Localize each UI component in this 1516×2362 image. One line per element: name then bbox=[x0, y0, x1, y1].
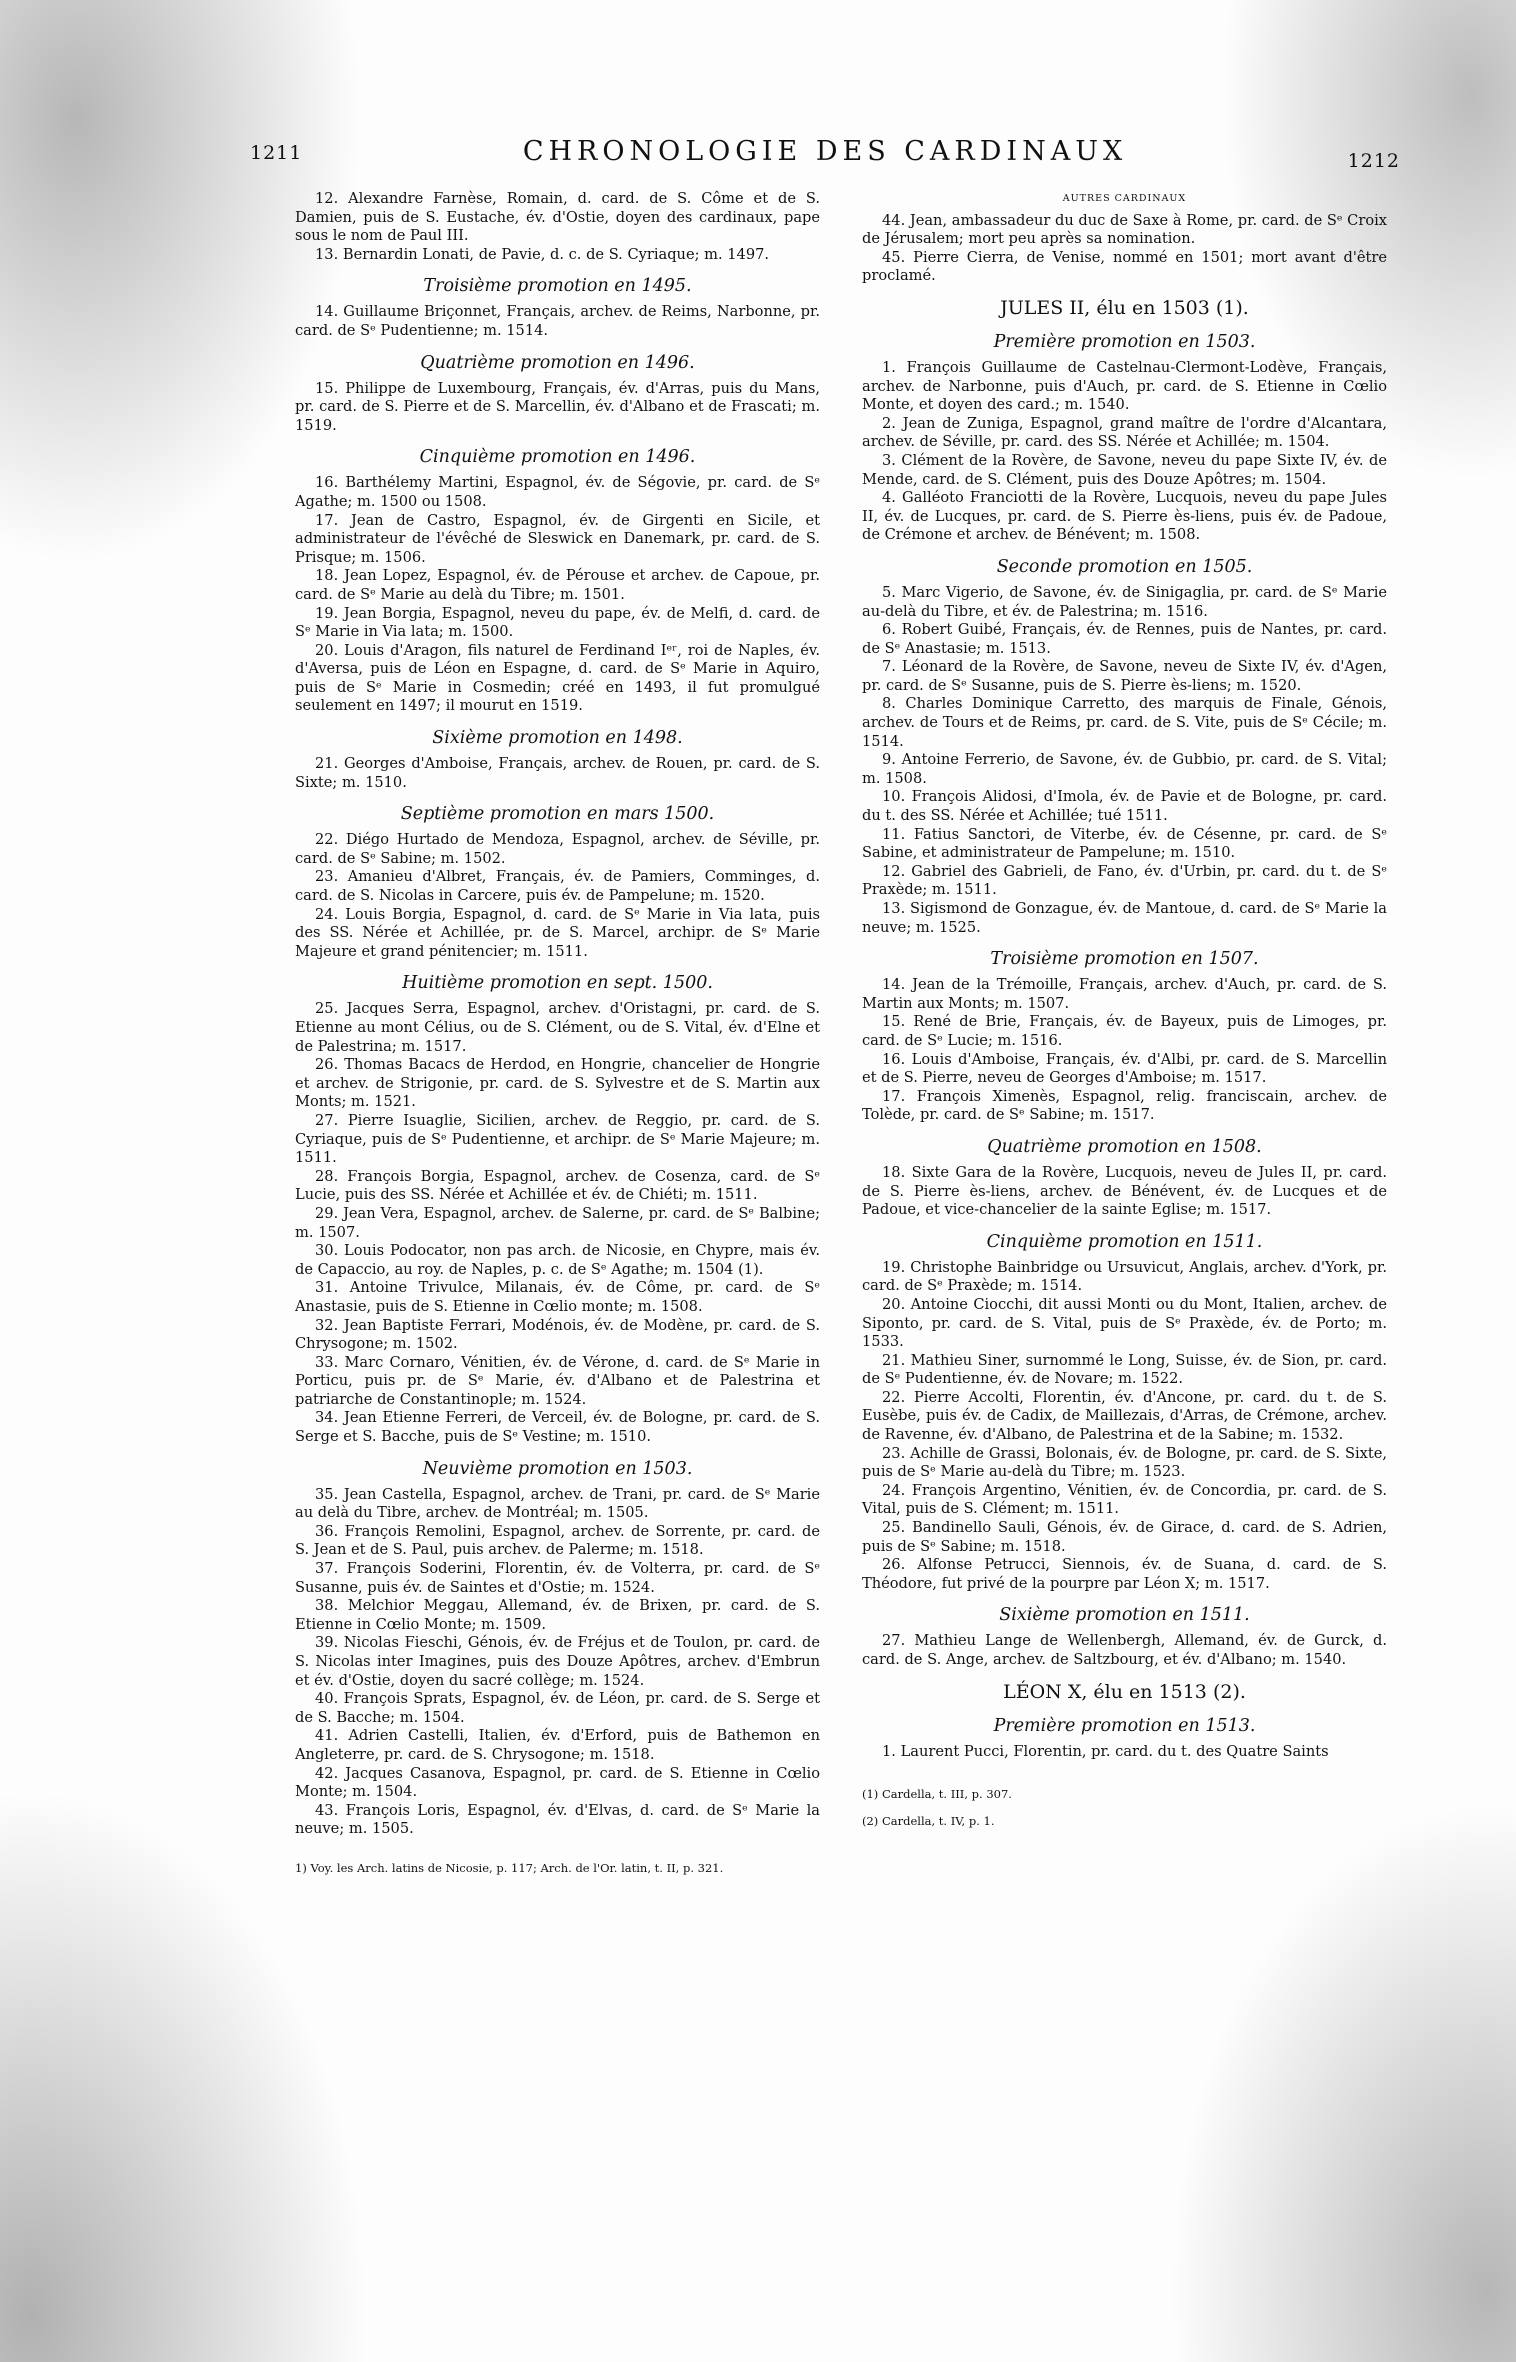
entry: 16. Louis d'Amboise, Français, év. d'Albi, pr. card. de S. Marcellin et de S. Pierre, neveu de Georges d'Amboise; m. 1517. bbox=[862, 1050, 1387, 1087]
entry: 20. Louis d'Aragon, fils naturel de Ferdinand Iᵉʳ, roi de Naples, év. d'Aversa, puis de Léon en Espagne, d. card. de Sᵉ Marie in Aquiro, puis de Sᵉ Marie in Cosmedin; créé en 1493, il fut promulgué seulement en 1497; il mourut en 1519. bbox=[295, 641, 820, 715]
left-column bbox=[295, 190, 820, 1887]
entry: 9. Antoine Ferrerio, de Savone, év. de Gubbio, pr. card. de S. Vital; m. 1508. bbox=[862, 751, 1387, 787]
entry: 20. Antoine Ciocchi, dit aussi Monti ou du Mont, Italien, archev. de Siponto, pr. card. de S. Vital, puis de Sᵉ Praxède, év. de Porto; m. 1533. bbox=[862, 1295, 1387, 1351]
page-header bbox=[250, 136, 1400, 176]
entry: 44. Jean, ambassadeur du duc de Saxe à Rome, pr. card. de Sᵉ Croix de Jérusalem; mort peu après sa nomination. bbox=[862, 211, 1387, 248]
entry: 15. Philippe de Luxembourg, Français, év. d'Arras, puis du Mans, pr. card. de S. Pierre et de S. Marcellin, év. d'Albano et de Frascati; m. 1519. bbox=[295, 379, 820, 434]
entry: 18. Jean Lopez, Espagnol, év. de Pérouse et archev. de Capoue, pr. card. de Sᵉ Marie au delà du Tibre; m. 1501. bbox=[295, 567, 820, 603]
entry: 23. Achille de Grassi, Bolonais, év. de Bologne, pr. card. de S. Sixte, puis de Sᵉ Marie au-delà du Tibre; m. 1523. bbox=[862, 1444, 1387, 1481]
entry: 27. Mathieu Lange de Wellenbergh, Allemand, év. de Gurck, d. card. de S. Ange, archev. de Saltzbourg, et év. d'Albano; m. 1540. bbox=[862, 1632, 1387, 1668]
entry: 40. François Sprats, Espagnol, év. de Léon, pr. card. de S. Serge et de S. Bacche; m. 1504. bbox=[295, 1690, 820, 1726]
entry: 2. Jean de Zuniga, Espagnol, grand maître de l'ordre d'Alcantara, archev. de Séville, pr. card. des SS. Nérée et Achillée; m. 1504. bbox=[862, 414, 1387, 451]
entry: 22. Diégo Hurtado de Mendoza, Espagnol, archev. de Séville, pr. card. de Sᵉ Sabine; m. 1502. bbox=[295, 831, 820, 867]
page-number-right: 1212 bbox=[1347, 150, 1400, 172]
entry: 39. Nicolas Fieschi, Génois, év. de Fréjus et de Toulon, pr. card. de S. Nicolas inter Imagines, puis des Douze Apôtres, archev. d'Embrun et év. d'Ostie, doyen du sacré collège; m. 1524. bbox=[295, 1634, 820, 1689]
entry: 3. Clément de la Rovère, de Savone, neveu du pape Sixte IV, év. de Mende, card. de S. Clément, puis des Douze Apôtres; m. 1504. bbox=[862, 451, 1387, 488]
entry: 19. Jean Borgia, Espagnol, neveu du pape, év. de Melfi, d. card. de Sᵉ Marie in Via lata; m. 1500. bbox=[295, 604, 820, 641]
section-heading: Sixième promotion en 1498. bbox=[432, 728, 683, 749]
entry: 29. Jean Vera, Espagnol, archev. de Salerne, pr. card. de Sᵉ Balbine; m. 1507. bbox=[295, 1204, 820, 1241]
section-heading: Septième promotion en mars 1500. bbox=[400, 804, 715, 825]
entry: 17. François Ximenès, Espagnol, relig. franciscain, archev. de Tolède, pr. card. de Sᵉ Sabine; m. 1517. bbox=[862, 1087, 1387, 1124]
footnote: (1) Cardella, t. III, p. 307. bbox=[862, 1787, 1012, 1802]
entry: 27. Pierre Isuaglie, Sicilien, archev. de Reggio, pr. card. de S. Cyriaque, puis de Sᵉ Pudentienne, et archipr. de Sᵉ Marie Majeure; m. 1511. bbox=[295, 1111, 820, 1167]
entry: 34. Jean Etienne Ferreri, de Verceil, év. de Bologne, pr. card. de S. Serge et S. Bacche, puis de Sᵉ Vestine; m. 1510. bbox=[295, 1409, 820, 1446]
running-title: CHRONOLOGIE DES CARDINAUX bbox=[522, 136, 1128, 167]
pope-heading: JULES II, élu en 1503 (1). bbox=[1000, 296, 1249, 319]
entry: 11. Fatius Sanctori, de Viterbe, év. de Césenne, pr. card. de Sᵉ Sabine, et administrateur de Pampelune; m. 1510. bbox=[862, 825, 1387, 862]
entry: 25. Bandinello Sauli, Génois, év. de Girace, d. card. de S. Adrien, puis de Sᵉ Sabine; m. 1518. bbox=[862, 1519, 1387, 1555]
entry: 21. Georges d'Amboise, Français, archev. de Rouen, pr. card. de S. Sixte; m. 1510. bbox=[295, 755, 820, 791]
entry: 35. Jean Castella, Espagnol, archev. de Trani, pr. card. de Sᵉ Marie au delà du Tibre, archev. de Montréal; m. 1505. bbox=[295, 1485, 820, 1522]
footnote: (2) Cardella, t. IV, p. 1. bbox=[862, 1813, 995, 1828]
page-number-left: 1211 bbox=[250, 142, 303, 164]
entry: 14. Jean de la Trémoille, Français, archev. d'Auch, pr. card. de S. Martin aux Monts; m. 1507. bbox=[862, 976, 1387, 1012]
entry: 41. Adrien Castelli, Italien, év. d'Erford, puis de Bathemon en Angleterre, pr. card. de S. Chrysogone; m. 1518. bbox=[295, 1727, 820, 1763]
entry: 8. Charles Dominique Carretto, des marquis de Finale, Génois, archev. de Tours et de Reims, pr. card. de S. Vite, puis de Sᵉ Cécile; m. 1514. bbox=[862, 695, 1387, 750]
section-heading: Seconde promotion en 1505. bbox=[996, 556, 1253, 577]
entry: 25. Jacques Serra, Espagnol, archev. d'Oristagni, pr. card. de S. Etienne au mont Célius, ou de S. Clément, ou de S. Vital, év. d'Elne et de Palestrina; m. 1517. bbox=[295, 1000, 820, 1055]
entry: 13. Bernardin Lonati, de Pavie, d. c. de S. Cyriaque; m. 1497. bbox=[315, 245, 770, 263]
entry: 23. Amanieu d'Albret, Français, év. de Pamiers, Comminges, d. card. de S. Nicolas in Carcere, puis év. de Pampelune; m. 1520. bbox=[295, 868, 820, 905]
entry: 1. François Guillaume de Castelnau-Clermont-Lodève, Français, archev. de Narbonne, puis d'Auch, pr. card. de S. Etienne in Cœlio Monte, et doyen des card.; m. 1540. bbox=[862, 358, 1387, 414]
entry: 15. René de Brie, Français, év. de Bayeux, puis de Limoges, pr. card. de Sᵉ Lucie; m. 1516. bbox=[862, 1013, 1387, 1049]
entry: 16. Barthélemy Martini, Espagnol, év. de Ségovie, pr. card. de Sᵉ Agathe; m. 1500 ou 1508. bbox=[295, 474, 820, 510]
entry: 7. Léonard de la Rovère, de Savone, neveu de Sixte IV, év. d'Agen, pr. card. de Sᵉ Susanne, puis de S. Pierre ès-liens; m. 1520. bbox=[862, 658, 1387, 694]
section-heading: Cinquième promotion en 1511. bbox=[986, 1231, 1263, 1252]
entry: 21. Mathieu Siner, surnommé le Long, Suisse, év. de Sion, pr. card. de Sᵉ Pudentienne, év. de Novare; m. 1522. bbox=[862, 1351, 1387, 1388]
entry: 12. Gabriel des Gabrieli, de Fano, év. d'Urbin, pr. card. du t. de Sᵉ Praxède; m. 1511. bbox=[862, 862, 1387, 899]
entry: 17. Jean de Castro, Espagnol, év. de Girgenti en Sicile, et administrateur de l'évêché de Sleswick en Danemark, pr. card. de S. Prisque; m. 1506. bbox=[295, 511, 820, 566]
entry: 18. Sixte Gara de la Rovère, Lucquois, neveu de Jules II, pr. card. de S. Pierre ès-liens, archev. de Bénévent, év. de Lucques et de Padoue, et vice-chancelier de la sainte Eglise; m. 1517. bbox=[862, 1163, 1387, 1219]
entry: 10. François Alidosi, d'Imola, év. de Pavie et de Bologne, pr. card. du t. des SS. Nérée et Achillée; tué 1511. bbox=[862, 788, 1387, 825]
section-heading: Neuvième promotion en 1503. bbox=[422, 1458, 693, 1479]
right-column bbox=[862, 190, 1387, 1840]
entry: 22. Pierre Accolti, Florentin, év. d'Ancone, pr. card. du t. de S. Eusèbe, puis év. de Cadix, de Maillezais, d'Arras, de Crémone, archev. de Ravenne, év. d'Albano, de Palestrina et de la Sabine; m. 1532. bbox=[862, 1388, 1387, 1444]
entry: 14. Guillaume Briçonnet, Français, archev. de Reims, Narbonne, pr. card. de Sᵉ Pudentienne; m. 1514. bbox=[295, 303, 820, 339]
section-heading: Quatrième promotion en 1508. bbox=[987, 1136, 1262, 1157]
entry: 6. Robert Guibé, Français, év. de Rennes, puis de Nantes, pr. card. de Sᵉ Anastasie; m. 1513. bbox=[862, 621, 1387, 657]
entry: 43. François Loris, Espagnol, év. d'Elvas, d. card. de Sᵉ Marie la neuve; m. 1505. bbox=[295, 1801, 820, 1838]
section-heading: Première promotion en 1503. bbox=[993, 331, 1256, 352]
entry: 32. Jean Baptiste Ferrari, Modénois, év. de Modène, pr. card. de S. Chrysogone; m. 1502. bbox=[295, 1316, 820, 1353]
section-heading: Quatrième promotion en 1496. bbox=[420, 352, 695, 373]
entry: 13. Sigismond de Gonzague, év. de Mantoue, d. card. de Sᵉ Marie la neuve; m. 1525. bbox=[862, 900, 1387, 936]
entry: 26. Alfonse Petrucci, Siennois, év. de Suana, d. card. de S. Théodore, fut privé de la pourpre par Léon X; m. 1517. bbox=[862, 1556, 1387, 1592]
entry: 26. Thomas Bacacs de Herdod, en Hongrie, chancelier de Hongrie et archev. de Strigonie, pr. card. de S. Sylvestre et de S. Martin aux Monts; m. 1521. bbox=[295, 1056, 820, 1111]
entry: 28. François Borgia, Espagnol, archev. de Cosenza, card. de Sᵉ Lucie, puis des SS. Nérée et Achillée et év. de Chiéti; m. 1511. bbox=[295, 1167, 820, 1204]
entry: 12. Alexandre Farnèse, Romain, d. card. de S. Côme et de S. Damien, puis de S. Eustache, év. d'Ostie, doyen des cardinaux, pape sous le nom de Paul III. bbox=[295, 190, 820, 245]
entry: 36. François Remolini, Espagnol, archev. de Sorrente, pr. card. de S. Jean et de S. Paul, puis archev. de Palerme; m. 1518. bbox=[295, 1522, 820, 1559]
entry: 1. Laurent Pucci, Florentin, pr. card. du t. des Quatre Saints bbox=[882, 1742, 1329, 1760]
section-heading: Première promotion en 1513. bbox=[993, 1715, 1256, 1736]
section-heading: Troisième promotion en 1507. bbox=[990, 949, 1259, 970]
pope-heading: LÉON X, élu en 1513 (2). bbox=[1003, 1680, 1246, 1703]
entry: 45. Pierre Cierra, de Venise, nommé en 1501; mort avant d'être proclamé. bbox=[862, 248, 1387, 285]
entry: 42. Jacques Casanova, Espagnol, pr. card. de S. Etienne in Cœlio Monte; m. 1504. bbox=[295, 1764, 820, 1801]
subheading-autres: AUTRES CARDINAUX bbox=[1062, 193, 1187, 204]
footnote: 1) Voy. les Arch. latins de Nicosie, p. 117; Arch. de l'Or. latin, t. II, p. 321. bbox=[295, 1860, 724, 1875]
section-heading: Sixième promotion en 1511. bbox=[999, 1605, 1250, 1626]
entry: 5. Marc Vigerio, de Savone, év. de Sinigaglia, pr. card. de Sᵉ Marie au-delà du Tibre, et év. de Palestrina; m. 1516. bbox=[862, 583, 1387, 620]
entry: 31. Antoine Trivulce, Milanais, év. de Côme, pr. card. de Sᵉ Anastasie, puis de S. Etienne in Cœlio monte; m. 1508. bbox=[295, 1279, 820, 1315]
entry: 19. Christophe Bainbridge ou Ursuvicut, Anglais, archev. d'York, pr. card. de Sᵉ Praxède; m. 1514. bbox=[862, 1258, 1387, 1295]
entry: 38. Melchior Meggau, Allemand, év. de Brixen, pr. card. de S. Etienne in Cœlio Monte; m. 1509. bbox=[295, 1597, 820, 1633]
entry: 24. Louis Borgia, Espagnol, d. card. de Sᵉ Marie in Via lata, puis des SS. Nérée et Achillée, pr. de S. Marcel, archipr. de Sᵉ Marie Majeure et grand pénitencier; m. 1511. bbox=[295, 905, 820, 960]
section-heading: Troisième promotion en 1495. bbox=[423, 276, 692, 297]
entry: 30. Louis Podocator, non pas arch. de Nicosie, en Chypre, mais év. de Capaccio, au roy. de Naples, p. c. de Sᵉ Agathe; m. 1504 (1). bbox=[295, 1242, 820, 1278]
entry: 33. Marc Cornaro, Vénitien, év. de Vérone, d. card. de Sᵉ Marie in Porticu, puis pr. de Sᵉ Marie, év. d'Albano et de Palestrina et patriarche de Constantinople; m. 1524. bbox=[295, 1353, 820, 1408]
entry: 4. Galléoto Franciotti de la Rovère, Lucquois, neveu du pape Jules II, év. de Lucques, pr. card. de S. Pierre ès-liens, puis év. de Padoue, de Crémone et archev. de Bénévent; m. 1508. bbox=[862, 489, 1387, 544]
entry: 24. François Argentino, Vénitien, év. de Concordia, pr. card. de S. Vital, puis de S. Clément; m. 1511. bbox=[862, 1481, 1387, 1518]
section-heading: Cinquième promotion en 1496. bbox=[419, 447, 696, 468]
section-heading: Huitième promotion en sept. 1500. bbox=[402, 973, 713, 994]
entry: 37. François Soderini, Florentin, év. de Volterra, pr. card. de Sᵉ Susanne, puis év. de Saintes et d'Ostie; m. 1524. bbox=[295, 1560, 820, 1596]
